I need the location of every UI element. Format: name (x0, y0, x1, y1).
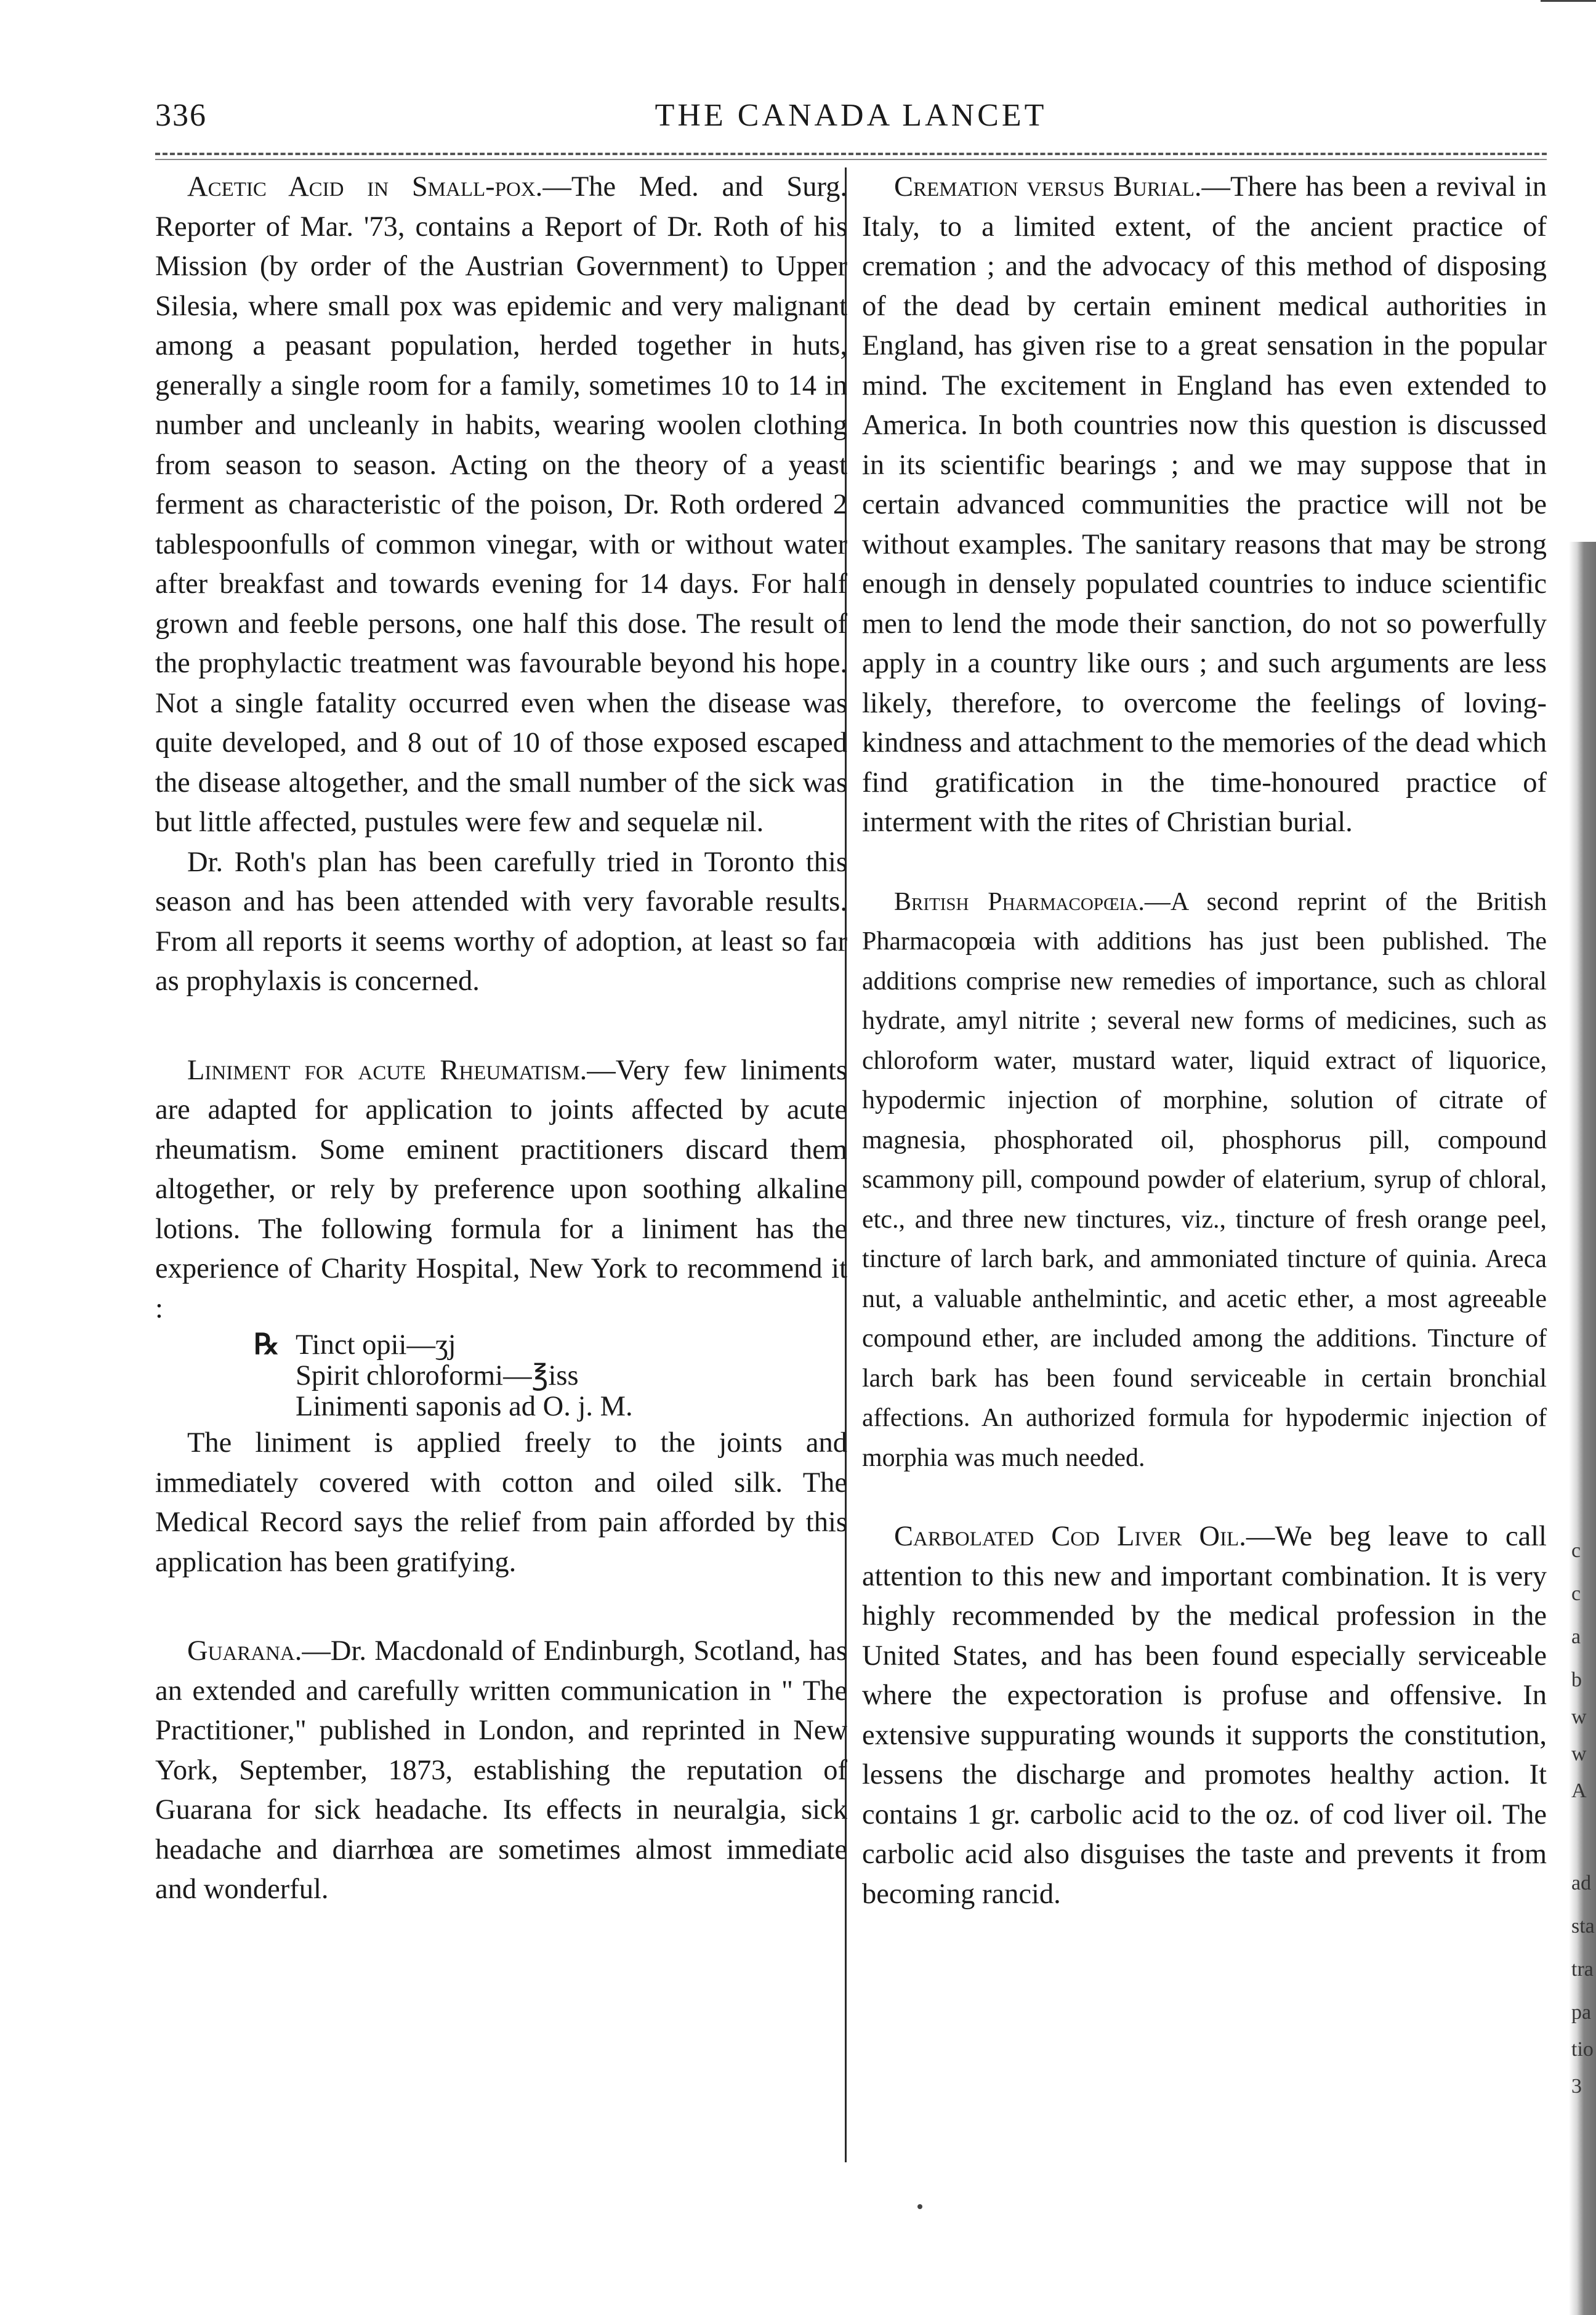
article-text: —Very few liniments are adapted for application to joints affected by acute rheumatism. Some eminent practitioners discard them altogether, or rely by preference upon soothing alkaline lotions. The following formula for a liniment has the experience of Charity Hospital, New York to recommend it : (155, 1054, 847, 1324)
article-text: —The Med. and Surg. Reporter of Mar. '73, contains a Report of Dr. Roth of his Mission (by order of the Austrian Government) to Upper Silesia, where small pox was epidemic and very malignant among a peasant population, herded together in huts, generally a single room for a family, sometimes 10 to 14 in number and uncleanly in habits, wearing woolen clothing from season to season. Acting on the theory of a yeast ferment as characteristic of the poison, Dr. Roth ordered 2 tablespoonfulls of common vinegar, with or without water after breakfast and towards evening for 14 days. For half grown and feeble persons, one half this dose. The result of the prophylactic treatment was favourable beyond his hope. Not a single fatality occurred even when the disease was quite developed, and 8 out of 10 of those exposed escaped the disease altogether, and the small number of the sick was but little affected, pustules were few and sequelæ nil. (155, 171, 847, 838)
margin-fragment: sta (1571, 1915, 1595, 1938)
article-liniment (155, 1051, 847, 1583)
margin-fragment: tra (1571, 1958, 1594, 1981)
article-heading: Carbolated Cod Liver Oil. (894, 1521, 1246, 1552)
spacer (862, 1478, 1547, 1517)
article-acetic-acid (155, 167, 847, 1002)
article-cremation (862, 167, 1547, 843)
article-text: —A second reprint of the British Pharmacopœia with additions has just been published. The additions comprise new remedies of importance, such as chloral hydrate, amyl nitrite ; several new forms of medicines, such as chloroform water, mustard water, liquid extract of liquorice, hypodermic injection of morphine, solution of citrate of magnesia, phosphorated oil, phosphorus pill, compound scammony pill, compound powder of elaterium, syrup of chloral, etc., and three new tinctures, viz., tincture of fresh orange peel, tincture of larch bark, and ammoniated tincture of quinia. Areca nut, a valuable anthelmintic, and acetic ether, a most agreeable compound ether, are included among the additions. Tincture of larch bark has been found serviceable in certain bronchial affections. An authorized formula for hypodermic injection of morphia was much needed. (862, 887, 1547, 1472)
left-column (155, 167, 847, 1910)
article-paragraph (862, 1517, 1547, 1914)
article-heading: Acetic Acid in Small-pox. (187, 171, 543, 203)
article-heading: Cremation versus Burial. (894, 171, 1202, 203)
article-text: —We beg leave to call attention to this new and important combination. It is very highly recommended by the medical profession in the United States, and has been found especially serviceable where the expectoration is profuse and offensive. In extensive suppurating wounds it supports the constitution, lessens the discharge and promotes healthy action. It contains 1 gr. carbolic acid to the oz. of cod liver oil. The carbolic acid also disguises the taste and prevents it from becoming rancid. (862, 1521, 1547, 1910)
header-rule-lower (155, 159, 1547, 160)
margin-fragment: pa (1571, 2001, 1592, 2024)
article-text: —Dr. Macdonald of Endinburgh, Scotland, has an extended and carefully written communication in " The Practitioner," published in London, and reprinted in New York, September, 1873, establishing the reputation of Guarana for sick headache. Its effects in neuralgia, sick headache and diarrhœa are sometimes almost immediate and wonderful. (155, 1635, 847, 1905)
margin-fragment: 3 (1571, 2075, 1582, 2098)
running-head: THE CANADA LANCET (655, 98, 1047, 133)
formula-line (254, 1330, 847, 1361)
spacer (155, 1002, 847, 1051)
article-text: —There has been a revival in Italy, to a limited extent, of the ancient practice of cremation ; and the advocacy of this method of disposing of the dead by certain eminent medical authorities in England, has given rise to a great sensation in the popular mind. The excitement in England has even extended to America. In both countries now this question is discussed in its scientific bearings ; and we may suppose that in certain advanced communities the practice will not be without examples. The sanitary reasons that may be strong enough in densely populated countries to induce scientific men to lend the mode their sanction, do not so powerfully apply in a country like ours ; and such arguments are less likely, therefore, to overcome the feelings of loving-kindness and attachment to the memories of the dead which find gratification in the time-honoured practice of interment with the rites of Christian burial. (862, 171, 1547, 838)
article-paragraph (862, 882, 1547, 1478)
spacer (862, 843, 1547, 882)
recipe-symbol: ℞ (254, 1329, 280, 1361)
article-carbolated-oil (862, 1517, 1547, 1914)
article-guarana (155, 1632, 847, 1910)
margin-fragment: b (1571, 1669, 1582, 1691)
margin-fragment: tio (1571, 2038, 1594, 2061)
article-heading: British Pharmacopœia. (894, 887, 1145, 916)
page-number: 336 (155, 98, 207, 133)
prescription-formula (155, 1330, 847, 1422)
article-paragraph (862, 167, 1547, 843)
margin-fragment: c (1571, 1539, 1581, 1562)
article-paragraph (155, 167, 847, 843)
margin-fragment: a (1571, 1625, 1581, 1648)
header-rule (155, 153, 1547, 155)
article-heading: Liniment for acute Rheumatism. (187, 1054, 587, 1086)
article-paragraph: Dr. Roth's plan has been carefully tried in Toronto this season and has been attended with very favorable results. From all reports it seems worthy of adoption, at least so far as prophylaxis is concerned. (155, 846, 847, 997)
article-paragraph: The liniment is applied freely to the joints and immediately covered with cotton and oiled silk. The Medical Record says the relief from pain afforded by this application has been gratifying. (155, 1427, 847, 1578)
margin-fragment: w (1571, 1742, 1587, 1765)
margin-fragment: ad (1571, 1872, 1592, 1894)
formula-line: Linimenti saponis ad O. j. M. (296, 1391, 633, 1422)
formula-line: Spirit chloroformi—℥iss (296, 1360, 579, 1391)
margin-fragment: A (1571, 1779, 1587, 1802)
ink-speck (917, 2204, 922, 2209)
right-column (862, 167, 1547, 1914)
corner-mark (1541, 0, 1596, 8)
spacer (155, 1582, 847, 1632)
article-paragraph (155, 1632, 847, 1910)
margin-fragment: w (1571, 1705, 1587, 1728)
page-header (155, 92, 1547, 142)
formula-text: Tinct opii—ʒj (296, 1329, 456, 1361)
article-heading: Guarana. (187, 1635, 302, 1667)
article-pharmacopoeia (862, 882, 1547, 1478)
margin-fragment: c (1571, 1582, 1581, 1605)
article-paragraph (155, 1051, 847, 1329)
